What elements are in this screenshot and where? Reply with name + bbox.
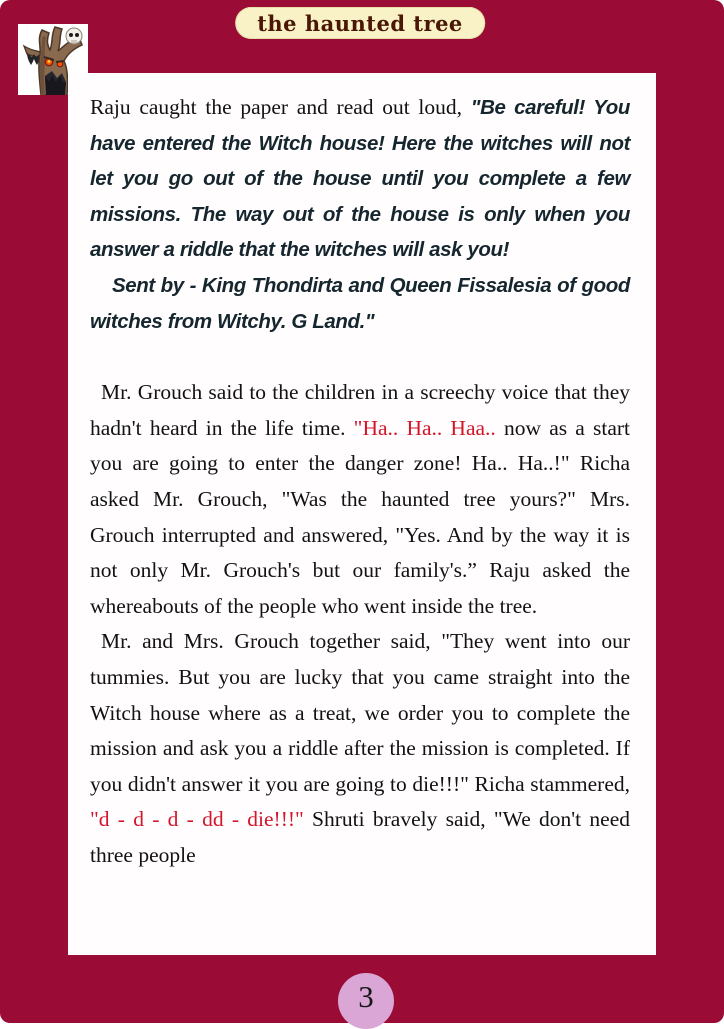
story-text: [90, 90, 630, 873]
paragraph: [90, 90, 630, 268]
text-run-letter: "Be careful! You have entered the Witch house! Here the witches will not let you go out of the house until you complete a few missions. The way out of the house is only when you answer a riddle that the witches will ask you!: [90, 96, 630, 262]
page-number-badge: [338, 973, 394, 1029]
paragraph: [90, 268, 630, 339]
text-run-red: "d - d - d - dd - die!!!": [90, 807, 304, 832]
text-run-serif: now as a start you are going to enter the danger zone! Ha.. Ha..!" Richa asked Mr. Grouch, "Was the haunted tree yours?" Mrs. Grouch interrupted and answered, "Yes. And by the way it is not only Mr. Grouch's but our family's.” Raju asked the whereabouts of the people who went inside the tree.: [90, 415, 631, 618]
page-title: the haunted tree: [257, 10, 463, 36]
text-run-serif: Mr. and Mrs. Grouch together said, "They went into our tummies. But you are lucky that you came straight into the Witch house where as a treat, we order you to complete the mission and ask you a riddle after the mission is completed. If you didn't answer it you are going to die!!!" Richa stammered,: [90, 629, 630, 796]
paragraph: [90, 624, 630, 873]
text-run-red: "Ha.. Ha.. Haa..: [353, 415, 496, 440]
paragraph: [90, 375, 630, 624]
page-number: 3: [358, 979, 374, 1014]
text-run-letter: Sent by - King Thondirta and Queen Fissalesia of good witches from Witchy. G Land.": [90, 273, 630, 333]
title-badge: [235, 7, 485, 39]
text-run-serif: Mr. Grouch said to the children in a screechy voice that they hadn't heard in the life time.: [90, 380, 630, 440]
text-run-serif: Raju caught the paper and read out loud,: [90, 95, 471, 119]
text-run-serif: Shruti bravely said, "We don't need three people: [90, 807, 630, 867]
content-area: [68, 73, 656, 955]
